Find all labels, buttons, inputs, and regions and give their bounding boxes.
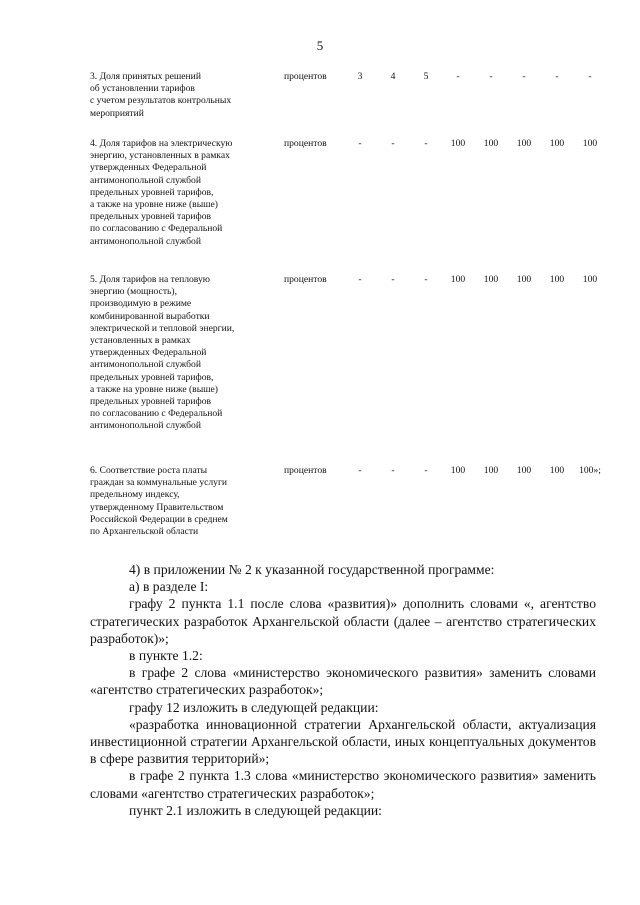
value-cell: - — [358, 465, 362, 476]
value-cell: 100»; — [579, 465, 601, 476]
paragraph: графу 12 изложить в следующей редакции: — [129, 699, 379, 715]
indicator-name: 4. Доля тарифов на электрическую энергию, установленных в рамках утвержденных Федеральной антимонопольной службой предельных уровней тарифов, а также на уровне ниже (выше) предельных уровней тарифов по согласованию с Федеральной антимонопольной службой — [90, 138, 233, 247]
value-cell: 5 — [423, 71, 429, 82]
indicator-name: 5. Доля тарифов на тепловую энергию (мощность), производимую в режиме комбинированной выработки электрической и тепловой энергии, установленных в рамках утвержденных Федеральной антимонопольной службой предельных уровней тарифов, а также на уровне ниже (выше) предельных уровней тарифов по согласованию с Федеральной антимонопольной службой — [90, 274, 235, 432]
value-cell: 100 — [516, 274, 532, 285]
value-cell: - — [424, 274, 428, 285]
unit-cell: процентов — [284, 71, 327, 82]
value-cell: 4 — [390, 71, 396, 82]
value-cell: - — [358, 274, 362, 285]
value-cell: - — [456, 71, 460, 82]
value-cell: - — [424, 138, 428, 149]
value-cell: 100 — [582, 138, 598, 149]
value-cell: - — [391, 274, 395, 285]
paragraph: графу 2 пункта 1.1 после слова «развития)» дополнить словами «, агентство стратегических разработок Архангельской области (далее – агентство стратегических разработок)»; — [90, 596, 596, 646]
paragraph: 4) в приложении № 2 к указанной государственной программе: — [129, 562, 495, 577]
paragraph: в графе 2 слова «министерство экономического развития» заменить словами «агентство стратегических разработок»; — [90, 665, 596, 698]
value-cell: - — [424, 465, 428, 476]
paragraph: в графе 2 пункта 1.3 слова «министерство экономического развития» заменить словами «агентство стратегических разработок»; — [90, 768, 596, 801]
value-cell: 100 — [549, 138, 565, 149]
value-cell: 100 — [516, 465, 532, 476]
value-cell: 3 — [357, 71, 363, 82]
paragraph: в пункте 1.2: — [129, 648, 203, 664]
value-cell: 100 — [549, 274, 565, 285]
value-cell: - — [555, 71, 559, 82]
unit-cell: процентов — [284, 274, 327, 285]
value-cell: - — [358, 138, 362, 149]
value-cell: 100 — [582, 274, 598, 285]
value-cell: 100 — [483, 138, 499, 149]
amendment-text — [90, 561, 596, 819]
value-cell: 100 — [516, 138, 532, 149]
indicator-name: 3. Доля принятых решений об установлении тарифов с учетом результатов контрольных мероприятий — [90, 71, 232, 119]
page-number: 5 — [316, 38, 324, 53]
value-cell: 100 — [549, 465, 565, 476]
unit-cell: процентов — [284, 138, 327, 149]
value-cell: 100 — [450, 138, 466, 149]
value-cell: 100 — [450, 274, 466, 285]
value-cell: - — [522, 71, 526, 82]
value-cell: 100 — [483, 465, 499, 476]
value-cell: 100 — [450, 465, 466, 476]
paragraph: а) в разделе I: — [129, 579, 209, 595]
indicator-name: 6. Соответствие роста платы граждан за коммунальные услуги предельному индексу, утвержденному Правительством Российской Федерации в среднем по Архангельской области — [90, 465, 228, 538]
value-cell: 100 — [483, 274, 499, 285]
paragraph: пункт 2.1 изложить в следующей редакции: — [129, 802, 382, 818]
value-cell: - — [489, 71, 493, 82]
value-cell: - — [391, 465, 395, 476]
unit-cell: процентов — [284, 465, 327, 476]
value-cell: - — [391, 138, 395, 149]
paragraph: «разработка инновационной стратегии Архангельской области, актуализация инвестиционной стратегии Архангельской области, иных концептуальных документов в сфере развития территорий»; — [90, 716, 596, 767]
value-cell: - — [588, 71, 592, 82]
